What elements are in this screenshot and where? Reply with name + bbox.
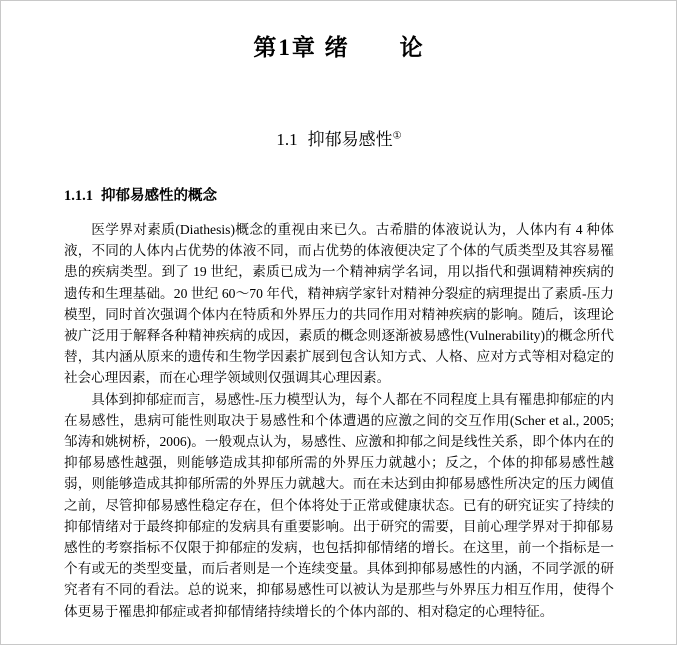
section-heading — [64, 62, 614, 150]
subsection-number: 1.1.1 — [64, 188, 93, 204]
body-text — [64, 205, 614, 622]
body-paragraph-1: 医学界对素质(Diathesis)概念的重视由来已久。古希腊的体液说认为，人体内有 4 种体液，不同的人体内占优势的体液不同，而占优势的体液便决定了个体的气质类型及其容易罹患的疾病类型。到了 19 世纪，素质已成为一个精神病学名词，用以指代和强调精神疾病的遗传和生理基础。20 世纪 60～70 年代，精神病学家针对精神分裂症的病理提出了素质-压力模型，同时首次强调个体内在特质和外界压力的共同作用对精神疾病的影响。随后，该理论被广泛用于解释各种精神疾病的成因，素质的概念则逐渐被易感性(Vulnerability)的概念所代替，其内涵从原来的遗传和生物学因素扩展到包含认知方式、人格、应对方式等相对稳定的社会心理因素，而在心理学领域则仅强调其心理因素。 — [64, 222, 614, 386]
subsection-heading — [64, 150, 614, 205]
subsection-title: 抑郁易感性的概念 — [101, 188, 217, 204]
section-title: 抑郁易感性 — [307, 130, 393, 149]
footnote-marker: ① — [392, 130, 402, 142]
body-paragraph-2: 具体到抑郁症而言，易感性-压力模型认为，每个人都在不同程度上具有罹患抑郁症的内在易感性，患病可能性则取决于易感性和个体遭遇的应激之间的交互作用(Scher et al., 2005; 邹涛和姚树桥，2006)。一般观点认为，易感性、应激和抑郁之间是线性关系，即个体内在的抑郁易感性越强，则能够造成其抑郁所需的外界压力就越小；反之，个体的抑郁易感性越弱，则能够造成其抑郁所需的外界压力就越大。而在未达到由抑郁易感性所决定的压力阈值之前，尽管抑郁易感性稳定存在，但个体将处于正常或健康状态。已有的研究证实了持续的抑郁情绪对于最终抑郁症的发病具有重要影响。出于研究的需要，目前心理学界对于抑郁易感性的考察指标不仅限于抑郁症的发病，也包括抑郁情绪的增长。在这里，前一个指标是一个有或无的类型变量，而后者则是一个连续变量。具体到抑郁易感性的内涵，不同学派的研究者有不同的看法。总的说来，抑郁易感性可以被认为是那些与外界压力相互作用，使得个体更易于罹患抑郁症或者抑郁情绪持续增长的个体内部的、相对稳定的心理特征。 — [64, 391, 614, 619]
section-number: 1.1 — [276, 130, 298, 149]
page-content — [1, 1, 676, 622]
chapter-title: 第1章 绪 论 — [253, 35, 425, 60]
